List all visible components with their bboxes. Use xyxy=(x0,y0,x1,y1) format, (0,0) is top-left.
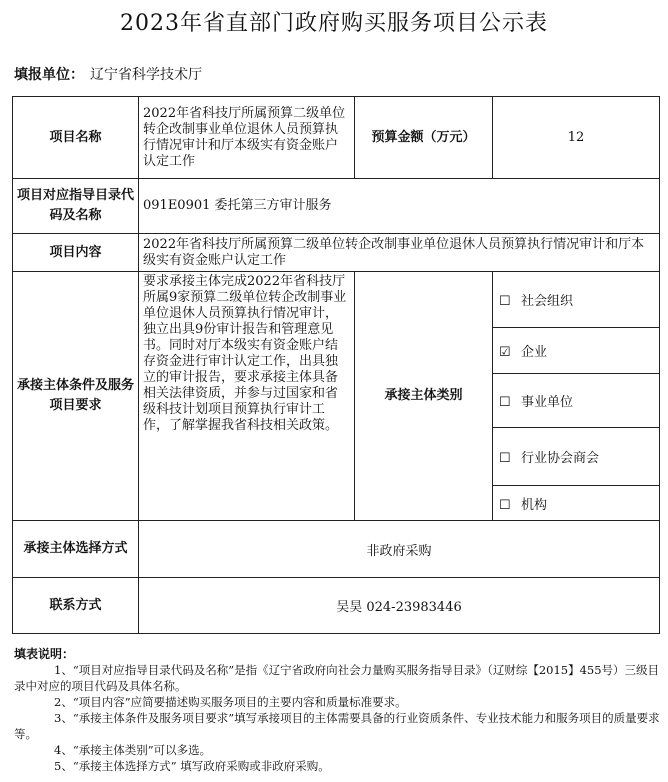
instruction-item: 4、“承接主体类别”可以多选。 xyxy=(54,743,212,757)
entity-type-option-label: 企业 xyxy=(521,345,548,360)
checkbox-icon: ☐ xyxy=(499,294,511,309)
project-form-table xyxy=(12,96,660,634)
contact-label: 联系方式 xyxy=(13,578,139,634)
project-name-value: 2022年省科技厅所属预算二级单位转企改制事业单位退休人员预算执行情况审计和厅本级实有资金账户认定工作 xyxy=(139,97,355,179)
catalog-value: 091E0901 委托第三方审计服务 xyxy=(139,179,660,234)
entity-type-option xyxy=(493,374,660,428)
budget-label: 预算金额（万元） xyxy=(355,97,493,179)
contact-value: 吴昊 024-23983446 xyxy=(139,578,660,634)
row-requirements xyxy=(13,272,660,328)
project-name-label: 项目名称 xyxy=(13,97,139,179)
instruction-item: 3、“承接主体条件及服务项目要求”填写承接项目的主体需要具备的行业资质条件、专业技术能力和服务项目的质量要求等。 xyxy=(14,711,660,741)
row-selection-method xyxy=(13,521,660,578)
reporting-unit-value: 辽宁省科学技术厅 xyxy=(90,67,202,83)
row-content xyxy=(13,234,660,272)
content-label: 项目内容 xyxy=(13,234,139,272)
requirements-label: 承接主体条件及服务项目要求 xyxy=(13,272,139,521)
row-catalog xyxy=(13,179,660,234)
entity-type-option-label: 行业协会商会 xyxy=(521,451,600,466)
content-value: 2022年省科技厅所属预算二级单位转企改制事业单位退休人员预算执行情况审计和厅本级实有资金账户认定工作 xyxy=(139,234,660,272)
selection-method-label: 承接主体选择方式 xyxy=(13,521,139,578)
catalog-label: 项目对应指导目录代码及名称 xyxy=(13,179,139,234)
instruction-item: 2、“项目内容”应简要描述购买服务项目的主要内容和质量标准要求。 xyxy=(54,695,407,709)
entity-type-option-label: 机构 xyxy=(521,497,548,513)
row-contact xyxy=(13,578,660,634)
entity-type-option-label: 社会组织 xyxy=(521,294,574,309)
reporting-unit-label: 填报单位： xyxy=(14,67,84,83)
requirements-value: 要求承接主体完成2022年省科技厅所属9家预算二级单位转企改制事业单位退休人员预算执行情况审计，独立出具9份审计报告和管理意见书。同时对厅本级实有资金账户结存资金进行审计认定工作，出具独立的审计报告，要求承接主体具备相关法律资质，并参与过国家和省级科技计划项目预算执行审计工作，了解掌握我省科技相关政策。 xyxy=(139,272,355,521)
selection-method-value: 非政府采购 xyxy=(139,521,660,578)
budget-value: 12 xyxy=(493,97,660,179)
checkbox-icon: ☐ xyxy=(499,497,511,513)
checkbox-icon: ☑ xyxy=(499,345,511,360)
instructions-heading: 填表说明： xyxy=(14,647,75,661)
entity-type-label: 承接主体类别 xyxy=(355,272,493,521)
reporting-unit xyxy=(14,64,202,84)
entity-type-option xyxy=(493,486,660,521)
entity-type-option xyxy=(493,428,660,486)
checkbox-icon: ☐ xyxy=(499,451,511,466)
instruction-item: 1、“项目对应指导目录代码及名称”是指《辽宁省政府向社会力量购买服务指导目录》（辽财综【2015】455号）三级目录中对应的项目代码及具体名称。 xyxy=(14,663,660,693)
row-project-name xyxy=(13,97,660,179)
entity-type-option xyxy=(493,272,660,328)
entity-type-option xyxy=(493,328,660,374)
checkbox-icon: ☐ xyxy=(499,395,511,410)
entity-type-option-label: 事业单位 xyxy=(521,395,574,410)
instruction-item: 5、“承接主体选择方式” 填写政府采购或非政府采购。 xyxy=(54,759,330,773)
instructions xyxy=(14,646,660,774)
page-title: 2023年省直部门政府购买服务项目公示表 xyxy=(120,11,548,36)
